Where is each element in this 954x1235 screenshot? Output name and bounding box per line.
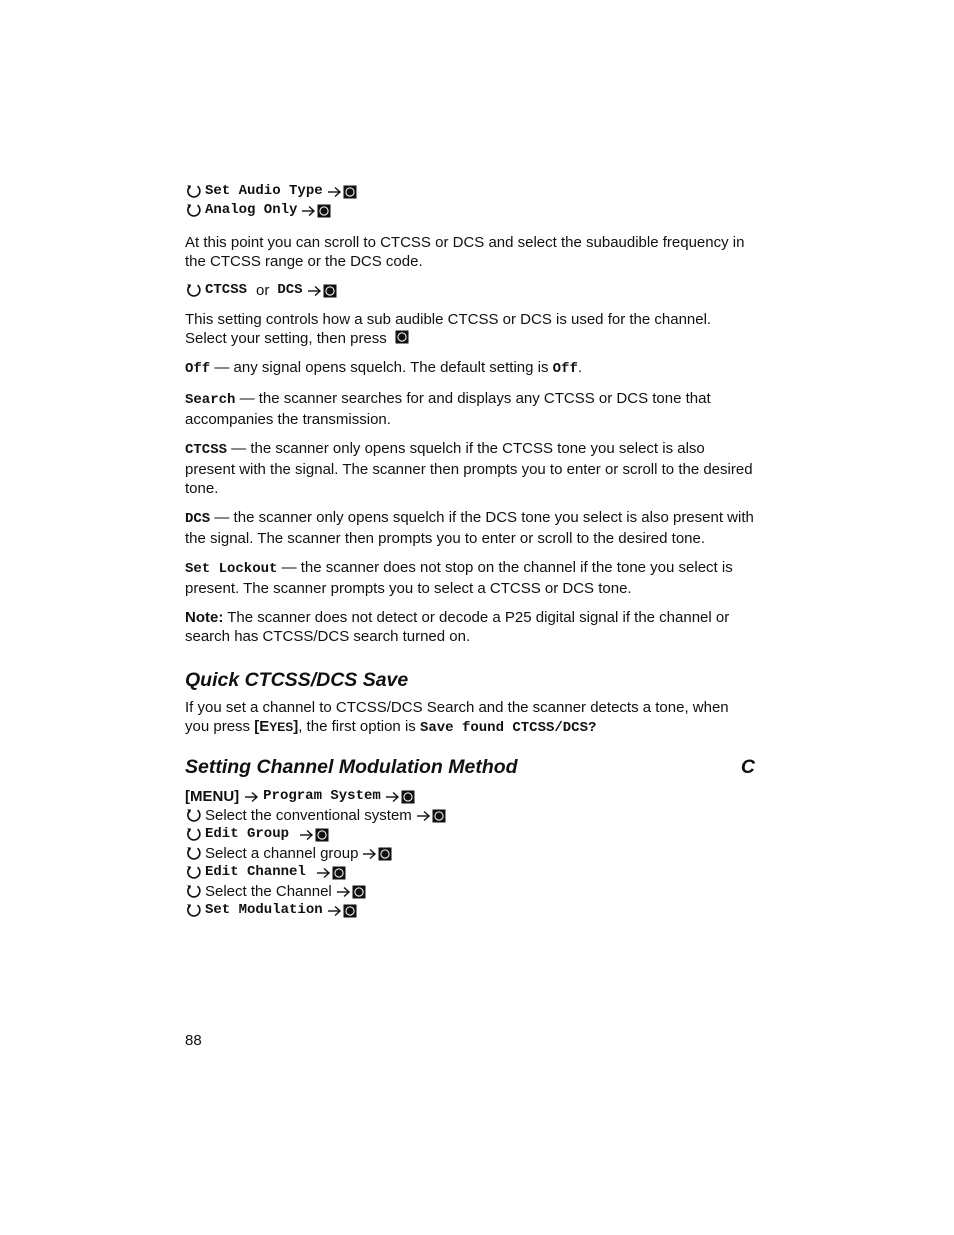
select-button-icon (315, 828, 329, 842)
menu-key: [MENU] (185, 788, 240, 805)
scroll-icon (185, 282, 202, 299)
scroll-icon (185, 883, 202, 900)
key-eyes-close: ] (293, 718, 299, 735)
key-eyes-open: [E (254, 718, 270, 735)
step-label-ctcss: CTCSS (205, 282, 248, 298)
arrow-right-icon (385, 791, 400, 803)
step-edit-group (185, 825, 755, 844)
option-term: Set Lockout (185, 561, 278, 577)
key-eyes (254, 718, 298, 735)
note-text: The scanner does not detect or decode a P25 digital signal if the channel or search has CTCSS/DCS search turned on. (185, 609, 730, 645)
section-marker: C (740, 756, 755, 778)
arrow-right-icon (301, 205, 316, 217)
scroll-icon (185, 807, 202, 824)
option-ctcss (185, 439, 755, 498)
option-off (185, 358, 755, 379)
scroll-icon (185, 826, 202, 843)
step-edit-channel (185, 863, 755, 882)
option-desc: — any signal opens squelch. The default setting is (210, 359, 553, 376)
step-select-conventional-system (185, 806, 755, 825)
option-dcs (185, 508, 755, 548)
step-select-channel (185, 882, 755, 901)
scroll-icon (185, 183, 202, 200)
option-desc: — the scanner does not stop on the channel if the tone you select is present. The scanner prompts you to select a CTCSS or DCS tone. (185, 559, 733, 597)
note-label: Note: (185, 609, 224, 626)
step-label: Select a channel group (205, 845, 359, 862)
section-heading-modulation: Setting Channel Modulation Method (185, 756, 518, 778)
quick-save-text-a: If you set a channel to CTCSS/DCS Search and the scanner detects a tone, when you press (185, 699, 729, 735)
arrow-right-icon (244, 791, 259, 803)
select-button-icon (332, 866, 346, 880)
key-eyes-smallcaps: YES (269, 720, 294, 734)
select-button-icon (323, 284, 337, 298)
step-label: Select the Channel (205, 883, 332, 900)
select-button-icon (352, 885, 366, 899)
step-select-channel-group (185, 844, 755, 863)
step-label: Set Audio Type (205, 183, 323, 199)
option-desc: — the scanner searches for and displays any CTCSS or DCS tone that accompanies the transmission. (185, 390, 711, 428)
scroll-icon (185, 902, 202, 919)
scroll-icon (185, 845, 202, 862)
select-button-icon (317, 204, 331, 218)
option-search (185, 389, 755, 429)
step-set-audio-type (185, 182, 755, 201)
option-set-lockout (185, 558, 755, 598)
select-button-icon (395, 330, 409, 344)
page-number: 88 (185, 1032, 202, 1049)
option-desc: — the scanner only opens squelch if the DCS tone you select is also present with the signal. The scanner then prompts you to enter or scroll to the desired tone. (185, 509, 754, 547)
step-label: Edit Group (205, 826, 290, 842)
menu-target: Program System (263, 788, 381, 804)
step-ctcss-or-dcs (185, 281, 755, 300)
setting-paragraph (185, 310, 755, 348)
step-label-or: or (256, 282, 270, 299)
scroll-icon (185, 864, 202, 881)
select-button-icon (432, 809, 446, 823)
arrow-right-icon (336, 886, 351, 898)
arrow-right-icon (362, 848, 377, 860)
select-button-icon (343, 185, 357, 199)
step-label: Select the conventional system (205, 807, 412, 824)
arrow-right-icon (327, 905, 342, 917)
option-term: Search (185, 392, 236, 408)
option-term: Off (185, 361, 211, 377)
note-paragraph (185, 608, 755, 646)
step-menu-program-system (185, 787, 755, 806)
option-term: CTCSS (185, 442, 228, 458)
step-label: Set Modulation (205, 902, 323, 918)
option-desc: — the scanner only opens squelch if the CTCSS tone you select is also present with the signal. The scanner then prompts you to enter or scroll to the desired tone. (185, 440, 753, 497)
step-label: Analog Only (205, 202, 298, 218)
select-button-icon (378, 847, 392, 861)
arrow-right-icon (299, 829, 314, 841)
section-heading-quick-save: Quick CTCSS/DCS Save (185, 669, 409, 691)
select-button-icon (401, 790, 415, 804)
option-end: . (577, 359, 583, 376)
scroll-icon (185, 202, 202, 219)
arrow-right-icon (307, 285, 322, 297)
step-label: Edit Channel (205, 864, 306, 880)
quick-save-paragraph (185, 698, 755, 738)
arrow-right-icon (316, 867, 331, 879)
section-heading-row (185, 755, 755, 779)
option-term: DCS (185, 511, 211, 527)
setting-text: This setting controls how a sub audible CTCSS or DCS is used for the channel. Select your setting, then press (185, 311, 712, 347)
step-set-modulation (185, 901, 755, 920)
select-button-icon (343, 904, 357, 918)
manual-page-content (185, 182, 755, 920)
quick-save-option: Save found CTCSS/DCS? (419, 720, 597, 736)
arrow-right-icon (327, 186, 342, 198)
step-analog-only (185, 201, 755, 220)
intro-paragraph: At this point you can scroll to CTCSS or DCS and select the subaudible frequency in the CTCSS range or the DCS code. (185, 234, 745, 270)
step-label-dcs: DCS (277, 282, 303, 298)
quick-save-text-b: , the first option is (298, 718, 420, 735)
option-term-default: Off (552, 361, 578, 377)
arrow-right-icon (416, 810, 431, 822)
